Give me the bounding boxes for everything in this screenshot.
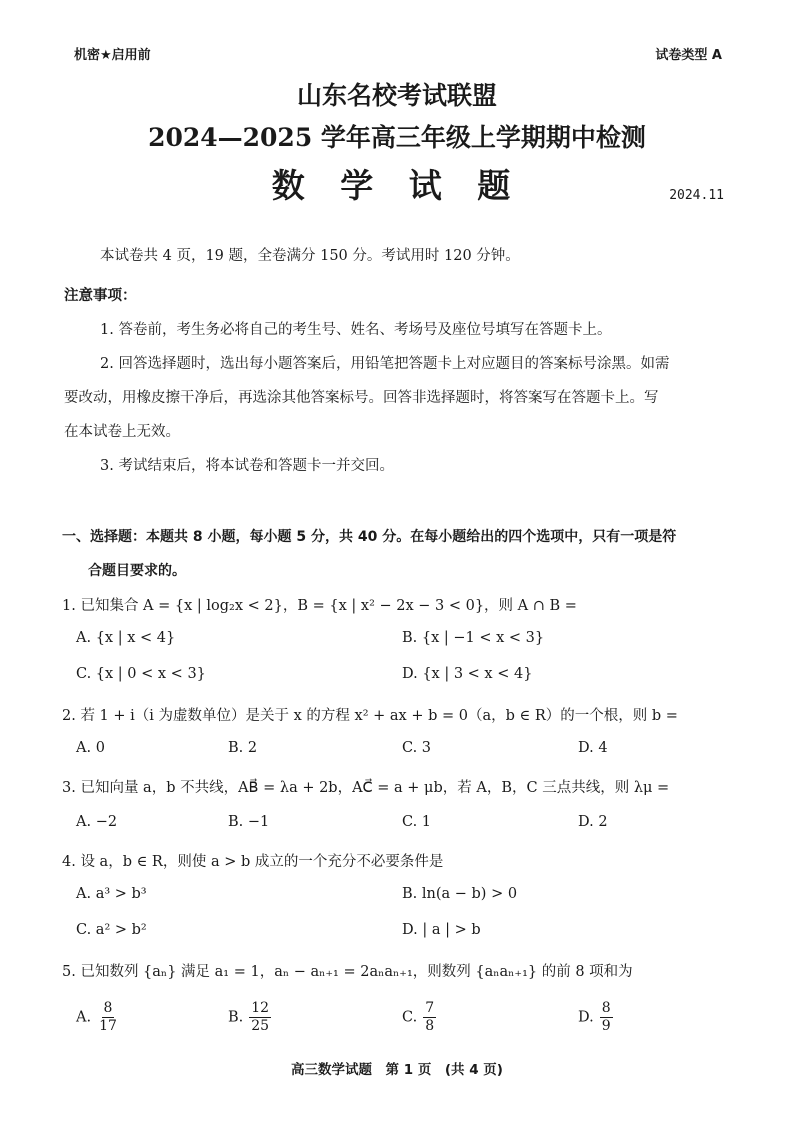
section-1-heading-line-2: 合题目要求的。 bbox=[88, 563, 186, 579]
question-5-option-c bbox=[402, 1000, 436, 1035]
question-3-option-d: D. 2 bbox=[578, 814, 608, 830]
option-c-numerator: 7 bbox=[425, 1000, 435, 1016]
question-2-option-b: B. 2 bbox=[228, 740, 258, 756]
page-footer: 高三数学试题 第 1 页 (共 4 页) bbox=[291, 1062, 503, 1078]
question-1-stem: 1. 已知集合 A = {x | log₂x < 2}，B = {x | x² − 2x − 3 < 0}，则 A ∩ B = bbox=[62, 598, 577, 614]
option-d-label: D. bbox=[578, 1009, 594, 1026]
notes-heading: 注意事项： bbox=[64, 288, 137, 304]
option-a-denominator: 17 bbox=[99, 1018, 117, 1034]
option-a-numerator: 8 bbox=[103, 1000, 113, 1016]
question-5-option-d bbox=[578, 1000, 613, 1035]
option-b-fraction bbox=[249, 1000, 271, 1035]
question-2-option-d: D. 4 bbox=[578, 740, 608, 756]
option-b-label: B. bbox=[228, 1009, 244, 1026]
exam-session-title: 2024—2025 学年高三年级上学期期中检测 bbox=[148, 123, 646, 152]
exam-organizer-title: 山东名校考试联盟 bbox=[296, 81, 497, 110]
paper-type-label: 试卷类型 A bbox=[655, 48, 722, 63]
option-d-numerator: 8 bbox=[601, 1000, 611, 1016]
option-c-fraction bbox=[423, 1000, 436, 1035]
note-2-line-1: 2. 回答选择题时，选出每小题答案后，用铅笔把答题卡上对应题目的答案标号涂黑。如需 bbox=[100, 356, 670, 372]
question-3-option-b: B. −1 bbox=[228, 814, 270, 830]
option-b-denominator: 25 bbox=[251, 1018, 270, 1034]
question-4-option-a: A. a³ > b³ bbox=[76, 886, 147, 902]
question-2-option-a: A. 0 bbox=[76, 740, 105, 756]
option-d-denominator: 9 bbox=[601, 1018, 611, 1034]
question-4-option-c: C. a² > b² bbox=[76, 922, 147, 938]
note-1: 1. 答卷前，考生务必将自己的考生号、姓名、考场号及座位号填写在答题卡上。 bbox=[100, 322, 612, 338]
question-5-option-a bbox=[76, 1000, 119, 1035]
question-2-stem: 2. 若 1 + i（i 为虚数单位）是关于 x 的方程 x² + ax + b = 0（a，b ∈ R）的一个根，则 b = bbox=[62, 708, 678, 724]
question-3-stem: 3. 已知向量 a，b 不共线，AB⃗ = λa + 2b，AC⃗ = a + μb，若 A，B，C 三点共线，则 λμ = bbox=[62, 780, 670, 796]
option-a-fraction bbox=[97, 1000, 119, 1035]
option-c-label: C. bbox=[402, 1009, 418, 1026]
question-4-option-d: D. | a | > b bbox=[402, 922, 481, 938]
option-d-fraction bbox=[600, 1000, 613, 1035]
note-3: 3. 考试结束后，将本试卷和答题卡一并交回。 bbox=[100, 458, 394, 474]
question-5-stem: 5. 已知数列 {aₙ} 满足 a₁ = 1，aₙ − aₙ₊₁ = 2aₙaₙ₊₁，则数列 {aₙaₙ₊₁} 的前 8 项和为 bbox=[62, 964, 633, 980]
question-1-option-c: C. {x | 0 < x < 3} bbox=[76, 666, 206, 682]
paper-intro: 本试卷共 4 页，19 题，全卷满分 150 分。考试用时 120 分钟。 bbox=[100, 248, 520, 264]
note-2-line-3: 在本试卷上无效。 bbox=[64, 424, 180, 440]
question-3-option-c: C. 1 bbox=[402, 814, 432, 830]
question-5-option-b bbox=[228, 1000, 271, 1035]
option-b-numerator: 12 bbox=[251, 1000, 270, 1016]
exam-date: 2024.11 bbox=[669, 188, 724, 203]
subject-title: 数 学 试 题 bbox=[271, 166, 523, 205]
section-1-heading-line-1: 一、选择题：本题共 8 小题，每小题 5 分，共 40 分。在每小题给出的四个选项中，只有一项是符 bbox=[62, 529, 677, 545]
question-4-stem: 4. 设 a，b ∈ R，则使 a > b 成立的一个充分不必要条件是 bbox=[62, 854, 444, 870]
question-1-option-b: B. {x | −1 < x < 3} bbox=[402, 630, 545, 646]
option-a-label: A. bbox=[76, 1009, 92, 1026]
question-2-option-c: C. 3 bbox=[402, 740, 432, 756]
option-c-denominator: 8 bbox=[425, 1018, 435, 1034]
question-1-option-d: D. {x | 3 < x < 4} bbox=[402, 666, 533, 682]
question-1-option-a: A. {x | x < 4} bbox=[76, 630, 176, 646]
question-3-option-a: A. −2 bbox=[76, 814, 118, 830]
confidential-label: 机密★启用前 bbox=[74, 48, 151, 63]
note-2-line-2: 要改动，用橡皮擦干净后，再选涂其他答案标号。回答非选择题时，将答案写在答题卡上。写 bbox=[64, 390, 659, 406]
question-4-option-b: B. ln(a − b) > 0 bbox=[402, 886, 518, 902]
